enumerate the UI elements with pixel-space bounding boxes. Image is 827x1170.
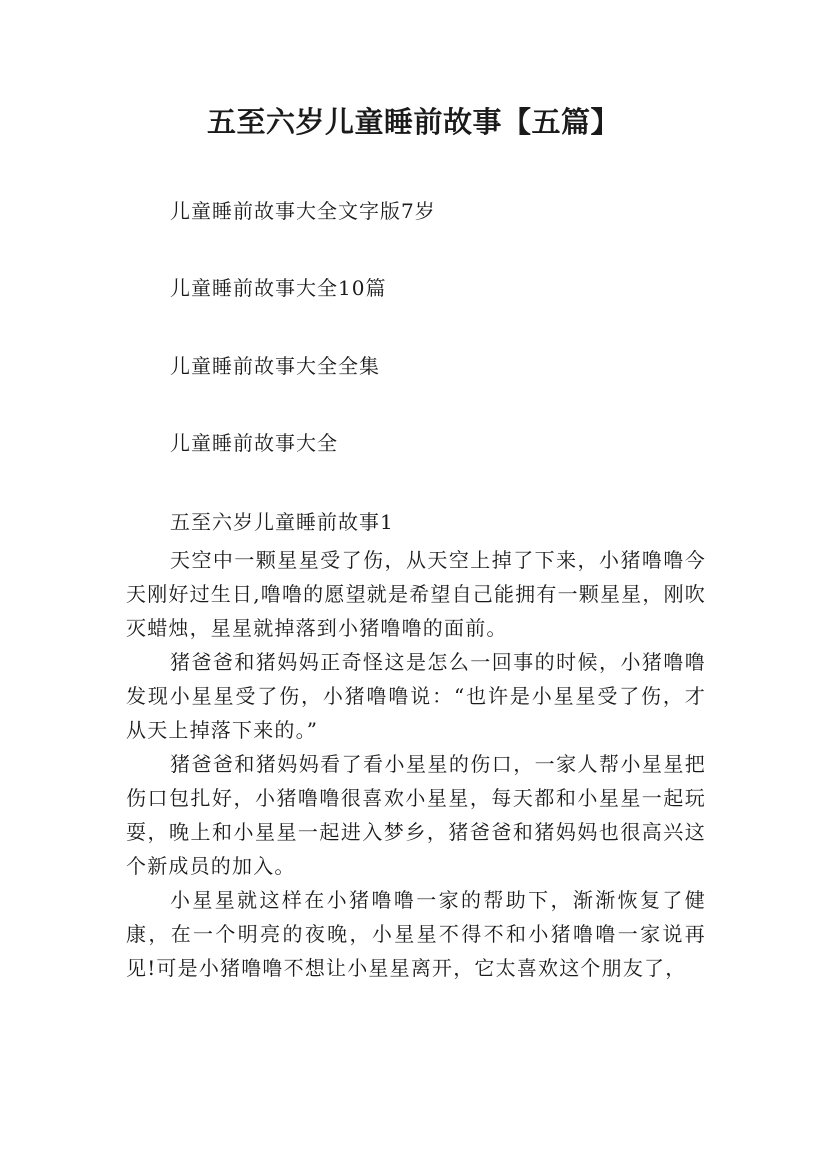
story-body — [126, 543, 706, 985]
document-title: 五至六岁儿童睡前故事【五篇】 — [206, 105, 620, 139]
story-paragraph: 猪爸爸和猪妈妈正奇怪这是怎么一回事的时候，小猪噜噜发现小星星受了伤，小猪噜噜说：“也许是小星星受了伤，才从天上掉落下来的。” — [126, 650, 706, 742]
story-paragraph: 天空中一颗星星受了伤，从天空上掉了下来，小猪噜噜今天刚好过生日,噜噜的愿望就是希望自己能拥有一颗星星，刚吹灭蜡烛，星星就掉落到小猪噜噜的面前。 — [126, 548, 706, 640]
story-paragraph: 猪爸爸和猪妈妈看了看小星星的伤口，一家人帮小星星把伤口包扎好，小猪噜噜很喜欢小星星，每天都和小星星一起玩耍，晚上和小星星一起进入梦乡，猪爸爸和猪妈妈也很高兴这个新成员的加入。 — [126, 752, 706, 878]
related-link-1[interactable]: 儿童睡前故事大全文字版7岁 — [170, 199, 436, 223]
related-link-3[interactable]: 儿童睡前故事大全全集 — [170, 354, 380, 378]
related-link-2[interactable]: 儿童睡前故事大全10篇 — [170, 276, 387, 300]
story-heading: 五至六岁儿童睡前故事1 — [170, 510, 394, 534]
story-paragraph: 小星星就这样在小猪噜噜一家的帮助下，渐渐恢复了健康，在一个明亮的夜晚，小星星不得不和小猪噜噜一家说再见!可是小猪噜噜不想让小星星离开，它太喜欢这个朋友了， — [126, 888, 706, 980]
related-link-4[interactable]: 儿童睡前故事大全 — [170, 431, 338, 455]
